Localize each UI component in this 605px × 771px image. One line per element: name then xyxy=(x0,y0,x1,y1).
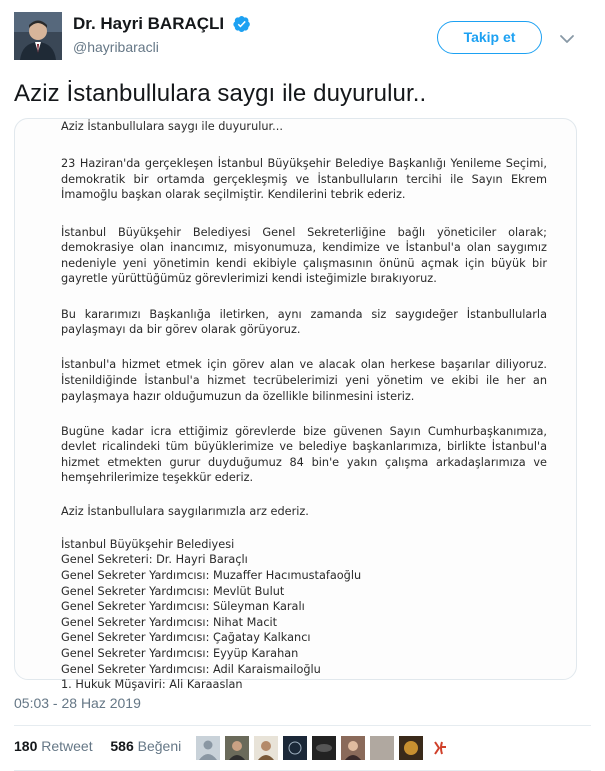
doc-signatory: Genel Sekreter Yardımcısı: Mevlüt Bulut xyxy=(61,584,285,598)
like-label[interactable]: Beğeni xyxy=(137,738,182,754)
attached-document-image[interactable] xyxy=(14,118,577,692)
doc-paragraph-4: İstanbul'a hizmet etmek için görev alan ve alacak olan herkese başarılar diliyoruz. İstenildiğinde İstanbul'a hizmet tecrübelerimizi yeni yönetim ve ekibi ile her an paylaşmaya hazır olduğumuzun da özellikle bilinmesini isteriz. xyxy=(61,358,547,403)
tweet-text: Aziz İstanbullulara saygı ile duyurulur.. xyxy=(14,80,427,107)
liker-avatar[interactable] xyxy=(225,736,249,760)
tweet-timestamp[interactable]: 05:03 - 28 Haz 2019 xyxy=(14,695,141,711)
doc-signatory: 1. Hukuk Müşaviri: Ali Karaaslan xyxy=(61,678,243,692)
verified-badge-icon xyxy=(233,15,251,33)
like-count[interactable]: 586 xyxy=(110,738,134,754)
retweet-label[interactable]: Retweet xyxy=(41,738,93,754)
doc-organization: İstanbul Büyükşehir Belediyesi xyxy=(61,537,235,551)
doc-paragraph-5: Bugüne kadar icra ettiğimiz görevlerde bize güvenen Sayın Cumhurbaşkanımıza, devlet ricalindeki tüm büyüklerimize ve belediye başkanlarımıza, birlikte İstanbul'a hizmet etmekten gurur duyduğumuz 84 bin'e yakın çalışma arkadaşlarımıza ve hemşehrilerimize teşekkür ederiz. xyxy=(61,424,547,485)
avatar[interactable] xyxy=(14,12,62,60)
doc-paragraph-3: Bu kararımızı Başkanlığa iletirken, aynı zamanda siz saygıdeğer İstanbullularla paylaşmayı da bir görev olarak görüyoruz. xyxy=(61,307,547,337)
doc-signatory: Genel Sekreter Yardımcısı: Çağatay Kalkancı xyxy=(61,631,311,645)
doc-signatory: Genel Sekreter Yardımcısı: Muzaffer Hacımustafaoğlu xyxy=(61,569,362,583)
liker-avatar[interactable] xyxy=(399,736,423,760)
liker-avatar[interactable] xyxy=(428,736,452,760)
doc-signatory: Genel Sekreter Yardımcısı: Nihat Macit xyxy=(61,615,278,629)
doc-signatory: Genel Sekreteri: Dr. Hayri Baraçlı xyxy=(61,553,248,567)
doc-salutation: Aziz İstanbullulara saygı ile duyurulur... xyxy=(61,120,283,133)
liker-avatar[interactable] xyxy=(283,736,307,760)
liker-avatar[interactable] xyxy=(370,736,394,760)
retweet-count[interactable]: 180 xyxy=(14,738,38,754)
display-name[interactable]: Dr. Hayri BARAÇLI xyxy=(73,14,225,33)
liker-avatar[interactable] xyxy=(254,736,278,760)
doc-paragraph-2: İstanbul Büyükşehir Belediyesi Genel Sekreterliğine bağlı yöneticiler olarak; demokrasiye olan inancımız, misyonumuza, kendimize ve İstanbul'a olan saygımız nedeniyle yeni yönetimin kendi ekibiyle çalışmasının önünü açmak için büyük bir gayretle yürüttüğümüz görevlerimizi kendi isteğimizle bırakıyoruz. xyxy=(61,225,547,286)
doc-signatory: Genel Sekreter Yardımcısı: Eyyüp Karahan xyxy=(61,647,299,660)
divider xyxy=(14,725,591,726)
tweet-stats xyxy=(14,738,181,754)
doc-closing: Aziz İstanbullulara saygılarımızla arz ederiz. xyxy=(61,504,309,518)
doc-paragraph-1: 23 Haziran'da gerçekleşen İstanbul Büyükşehir Belediye Başkanlığı Yenileme Seçimi, demokratik bir ortamda gerçekleşmiş ve İstanbulluların tercihi ile Sayın Ekrem İmamoğlu başkan olarak seçilmiştir. Kendilerini tebrik ederiz. xyxy=(61,157,547,202)
doc-signatory: Genel Sekreter Yardımcısı: Adil Karaismailoğlu xyxy=(61,662,321,676)
doc-signatory: Genel Sekreter Yardımcısı: Süleyman Karalı xyxy=(61,600,305,614)
liker-avatar[interactable] xyxy=(312,736,336,760)
chevron-down-icon[interactable] xyxy=(558,30,576,48)
liker-avatar[interactable] xyxy=(196,736,220,760)
liker-avatar[interactable] xyxy=(341,736,365,760)
document-text xyxy=(61,119,547,693)
tweet-header xyxy=(0,0,605,80)
follow-button[interactable]: Takip et xyxy=(437,21,542,54)
user-handle[interactable]: @hayribaracli xyxy=(73,39,159,55)
